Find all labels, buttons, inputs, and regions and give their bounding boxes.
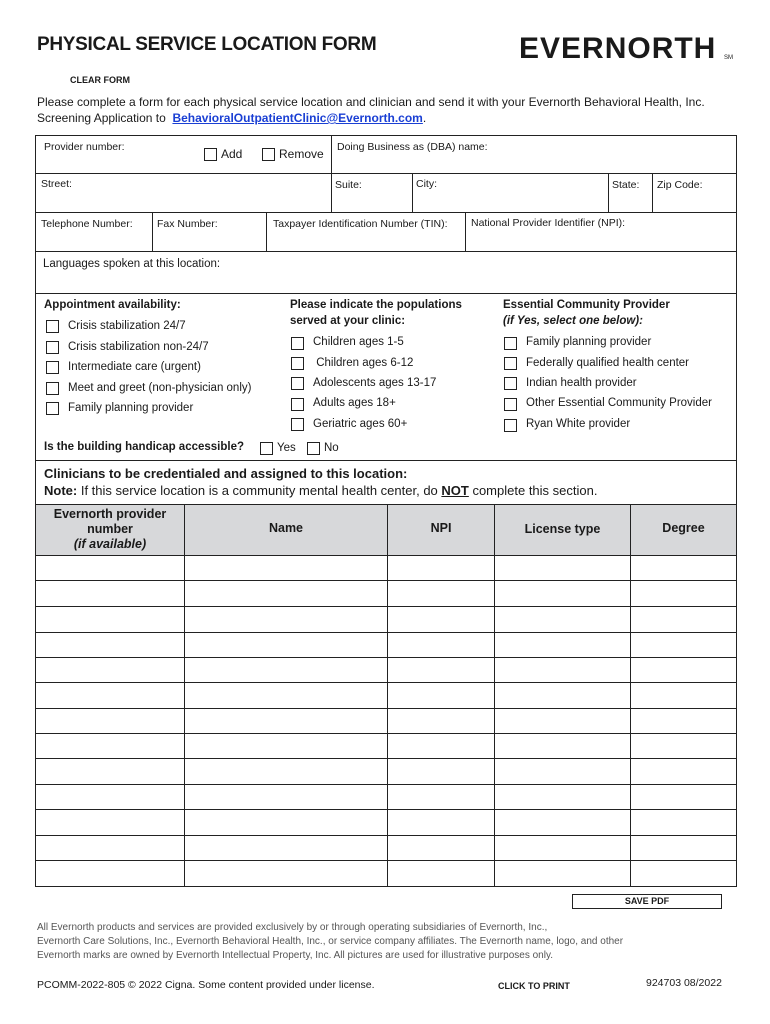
intro-line-1: Please complete a form for each physical service location and clinician and send it with your Evernorth Behavioral Health, Inc. [37, 95, 705, 109]
population-checkbox-1[interactable] [291, 337, 304, 350]
appointment-checkbox-3[interactable] [46, 361, 59, 374]
clinicians-note [44, 483, 597, 498]
remove-label: Remove [279, 147, 324, 161]
population-option-3: Adolescents ages 13-17 [313, 377, 437, 389]
ecp-checkbox-4[interactable] [504, 398, 517, 411]
col-provider-number-line-2: number [87, 522, 133, 536]
languages-label: Languages spoken at this location: [43, 258, 221, 270]
copyright: PCOMM-2022-805 © 2022 Cigna. Some content provided under license. [37, 979, 375, 991]
ecp-option-4: Other Essential Community Provider [526, 397, 712, 409]
note-label: Note: [44, 483, 78, 498]
note-text-1: If this service location is a community mental health center, do [77, 483, 442, 498]
handicap-yes-label: Yes [277, 442, 296, 454]
save-pdf-button[interactable]: SAVE PDF [572, 894, 722, 909]
ecp-option-5: Ryan White provider [526, 418, 631, 430]
state-label: State: [612, 179, 640, 191]
evernorth-logo: EVERNORTH [519, 32, 717, 65]
col-name: Name [268, 521, 304, 535]
fax-label: Fax Number: [157, 218, 218, 230]
col-provider-number-line-3: (if available) [73, 537, 147, 551]
col-provider-number-line-1: Evernorth provider [53, 507, 167, 521]
ecp-option-1: Family planning provider [526, 336, 652, 348]
ecp-option-3: Indian health provider [526, 377, 637, 389]
ecp-option-2: Federally qualified health center [526, 357, 690, 369]
footer-disclaimer [37, 921, 737, 963]
click-to-print-button[interactable]: CLICK TO PRINT [498, 981, 570, 991]
form-code: 924703 08/2022 [646, 977, 722, 989]
suite-label: Suite: [335, 179, 362, 191]
populations-heading-2: served at your clinic: [290, 315, 406, 327]
appointment-option-4: Meet and greet (non-physician only) [68, 382, 252, 394]
population-checkbox-4[interactable] [291, 398, 304, 411]
col-license-type: License type [524, 522, 601, 536]
ecp-heading-2: (if Yes, select one below): [503, 315, 643, 327]
ecp-checkbox-2[interactable] [504, 357, 517, 370]
appointment-heading: Appointment availability: [44, 299, 181, 311]
city-label: City: [416, 178, 437, 190]
population-option-1: Children ages 1-5 [313, 336, 404, 348]
appointment-checkbox-2[interactable] [46, 341, 59, 354]
add-checkbox[interactable] [204, 148, 217, 161]
clinicians-heading: Clinicians to be credentialed and assigned to this location: [44, 466, 408, 481]
email-link[interactable]: BehavioralOutpatientClinic@Evernorth.com [172, 111, 423, 125]
provider-number-label: Provider number: [44, 141, 125, 153]
population-checkbox-2[interactable] [291, 357, 304, 370]
ecp-checkbox-1[interactable] [504, 337, 517, 350]
appointment-checkbox-4[interactable] [46, 382, 59, 395]
handicap-question: Is the building handicap accessible? [44, 441, 245, 453]
population-option-5: Geriatric ages 60+ [313, 418, 408, 430]
add-label: Add [221, 147, 243, 161]
population-option-2: Children ages 6-12 [313, 357, 414, 369]
page-title: PHYSICAL SERVICE LOCATION FORM [37, 34, 377, 55]
npi-label: National Provider Identifier (NPI): [471, 217, 626, 229]
population-checkbox-5[interactable] [291, 418, 304, 431]
appointment-checkbox-1[interactable] [46, 320, 59, 333]
note-text-2: complete this section. [468, 483, 598, 498]
intro-line-2-prefix: Screening Application to [37, 111, 166, 125]
dba-label: Doing Business as (DBA) name: [337, 141, 488, 153]
street-label: Street: [41, 178, 72, 190]
population-checkbox-3[interactable] [291, 377, 304, 390]
col-degree: Degree [662, 521, 705, 535]
appointment-option-2: Crisis stabilization non-24/7 [68, 341, 209, 353]
intro-line-2 [37, 110, 727, 126]
service-mark: SM [724, 55, 733, 61]
col-npi: NPI [430, 521, 452, 535]
note-not: NOT [441, 483, 469, 498]
appointment-option-1: Crisis stabilization 24/7 [68, 320, 186, 332]
remove-checkbox[interactable] [262, 148, 275, 161]
ecp-heading-1: Essential Community Provider [503, 299, 670, 311]
appointment-checkbox-5[interactable] [46, 402, 59, 415]
handicap-yes-checkbox[interactable] [260, 442, 273, 455]
population-option-4: Adults ages 18+ [313, 397, 396, 409]
ecp-checkbox-5[interactable] [504, 419, 517, 432]
intro-line-2-suffix: . [422, 111, 427, 125]
clear-form-button[interactable]: CLEAR FORM [70, 75, 130, 85]
handicap-no-label: No [324, 442, 339, 454]
appointment-option-5: Family planning provider [68, 402, 194, 414]
col-provider-number [36, 507, 184, 552]
footer-line-1: All Evernorth products and services are provided exclusively by or through operating subsidiaries of Evernorth, Inc., [37, 922, 548, 933]
appointment-option-3: Intermediate care (urgent) [68, 361, 201, 373]
ecp-checkbox-3[interactable] [504, 377, 517, 390]
tin-label: Taxpayer Identification Number (TIN): [273, 218, 448, 230]
telephone-label: Telephone Number: [41, 218, 133, 230]
intro-text [37, 94, 727, 126]
footer-line-3: Evernorth marks are owned by Evernorth Intellectual Property, Inc. All pictures are used for illustrative purposes only. [37, 950, 553, 961]
zip-label: Zip Code: [657, 179, 703, 191]
footer-line-2: Evernorth Care Solutions, Inc., Evernorth Behavioral Health, Inc., or service company affiliates. The Evernorth name, logo, and other [37, 936, 624, 947]
populations-heading-1: Please indicate the populations [290, 299, 462, 311]
handicap-no-checkbox[interactable] [307, 442, 320, 455]
